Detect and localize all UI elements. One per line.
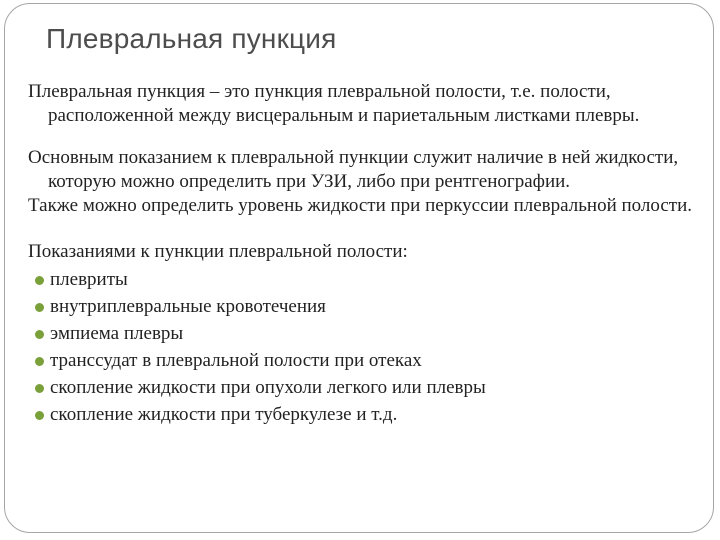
list-item (28, 295, 696, 319)
list-item-text: транссудат в плевральной полости при отеках (50, 350, 422, 371)
list-item-text: эмпиема плевры (50, 323, 184, 344)
indication-paragraph: Основным показанием к плевральной пункции служит наличие в ней жидкости, которую можно определить при УЗИ, либо при рентгенографии. (28, 147, 679, 192)
list-item (28, 322, 696, 346)
bullet-icon (35, 357, 44, 366)
list-item (28, 268, 696, 292)
indications-list (28, 268, 696, 427)
slide-title: Плевральная пункция (46, 23, 337, 54)
bullet-icon (35, 330, 44, 339)
definition-paragraph: Плевральная пункция – это пункция плевральной полости, т.е. полости, расположенной между висцеральным и париетальным листками плевры. (28, 81, 640, 126)
list-item (28, 349, 696, 373)
list-item-text: скопление жидкости при туберкулезе и т.д. (50, 404, 398, 425)
list-item (28, 403, 696, 427)
bullet-icon (35, 384, 44, 393)
list-item (28, 376, 696, 400)
bullet-icon (35, 276, 44, 285)
indications-heading: Показаниями к пункции плевральной полости: (28, 241, 408, 262)
list-item-text: скопление жидкости при опухоли легкого или плевры (50, 377, 486, 398)
list-item-text: внутриплевральные кровотечения (50, 296, 326, 317)
slide-content (28, 80, 696, 430)
list-item-text: плевриты (50, 269, 128, 290)
percussion-paragraph: Также можно определить уровень жидкости при перкуссии плевральной полости. (28, 195, 693, 216)
bullet-icon (35, 411, 44, 420)
bullet-icon (35, 303, 44, 312)
